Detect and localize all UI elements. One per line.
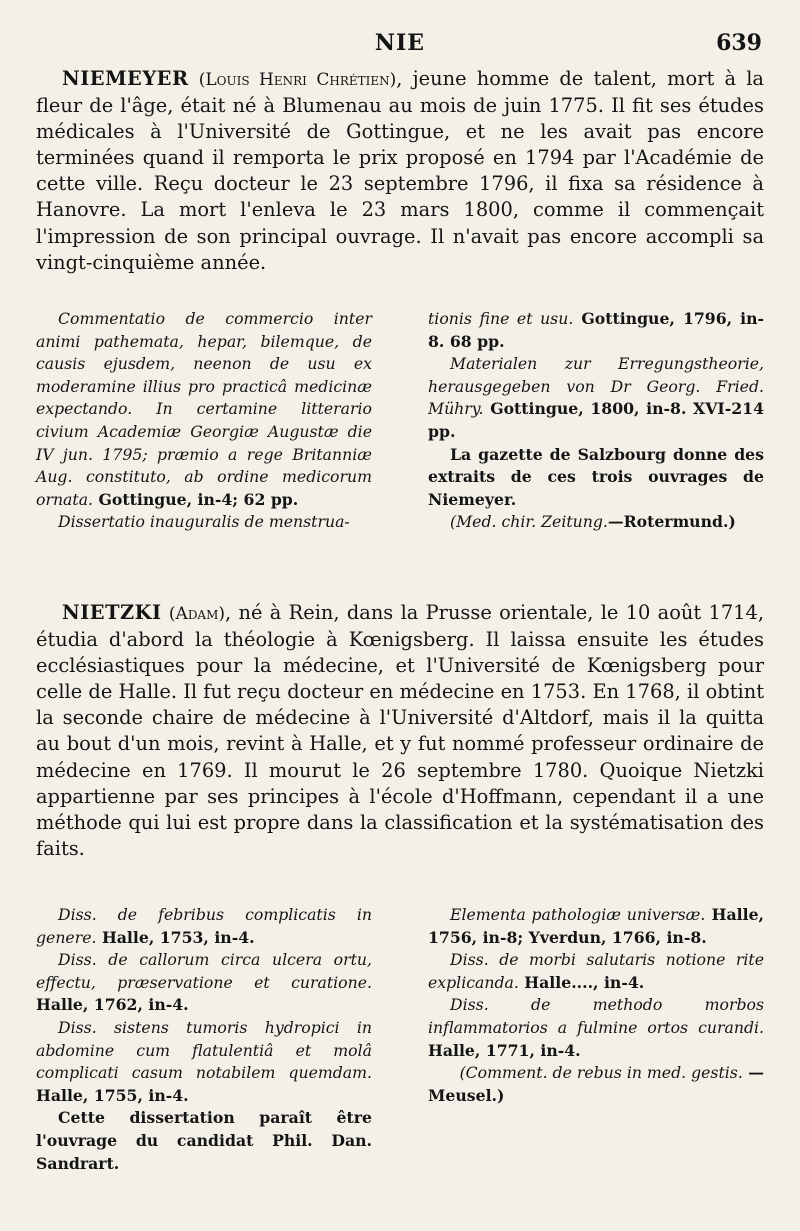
bibliography-item: Diss. de callorum circa ulcera ortu, effectu, præservatione et curatione. Halle, 1762, in-4.	[36, 950, 372, 1015]
bibliography-note: La gazette de Salzbourg donne des extraits de ces trois ouvrages de Niemeyer.	[428, 444, 764, 509]
entry-name: NIETZKI	[62, 601, 162, 624]
bibliography-item: Diss. de methodo morbos inflammatorios a fulmine ortos curandi. Halle, 1771, in-4.	[428, 995, 764, 1060]
bibliography-left-column	[36, 904, 372, 1175]
bibliography-item: tionis fine et usu. Gottingue, 1796, in-8. 68 pp.	[428, 309, 764, 351]
bibliography-item: Materialen zur Erregungstheorie, herausgegeben von Dr Georg. Fried. Mühry. Gottingue, 1800, in-8. XVI-214 pp.	[428, 354, 764, 441]
bibliography-source: (Med. chir. Zeitung.—Rotermund.)	[450, 512, 736, 532]
bibliography-item: Diss. de febribus complicatis in genere. Halle, 1753, in-4.	[36, 905, 372, 947]
entry-given-names: (Adam)	[168, 604, 226, 624]
bibliography-item: Diss. sistens tumoris hydropici in abdomine cum flatulentiâ et molâ complicati casum notabilem quemdam. Halle, 1755, in-4.	[36, 1017, 372, 1105]
bibliography-nietzki	[36, 904, 764, 1175]
entry-given-names: (Louis Henri Chrétien)	[198, 70, 397, 90]
bibliography-note: Cette dissertation paraît être l'ouvrage du candidat Phil. Dan. Sandrart.	[36, 1108, 372, 1173]
running-head	[38, 30, 762, 64]
entry-nietzki	[36, 600, 764, 862]
bibliography-item: Diss. de morbi salutaris notione rite explicanda. Halle...., in-4.	[428, 950, 764, 992]
page-number: 639	[716, 30, 762, 56]
bibliography-item: Elementa pathologiæ universæ. Halle, 1756, in-8; Yverdun, 1766, in-8.	[428, 905, 765, 947]
running-title: NIE	[374, 30, 426, 56]
bibliography-item: Commentatio de commercio inter animi pathemata, hepar, bilemque, de causis ejusdem, neenon de usu ex moderamine illius pro practicâ medicinæ expectando. In certamine litterario civium Academiæ Georgiæ Augustæ die IV jun. 1795; præmio a rege Britanniæ Aug. constituto, ab ordine medicorum ornata. Gottingue, in-4; 62 pp.	[36, 309, 372, 509]
entry-body: , né à Rein, dans la Prusse orientale, le 10 août 1714, étudia d'abord la théologie à Kœnigsberg. Il laissa ensuite les études ecclésiastiques pour la médecine, et l'Université de Kœnigsberg pour celle de Halle. Il fut reçu docteur en médecine en 1753. En 1768, il obtint la seconde chaire de médecine à l'Université d'Altdorf, mais il la quitta au bout d'un mois, revint à Halle, et y fut nommé professeur ordinaire de médecine en 1769. Il mourut le 26 septembre 1780. Quoique Nietzki appartienne par ses principes à l'école d'Hoffmann, cependant il a une méthode qui lui est propre dans la classification et la systématisation des faits.	[36, 601, 764, 860]
bibliography-left-column	[36, 308, 372, 534]
bibliography-item: Dissertatio inauguralis de menstrua-	[58, 512, 350, 532]
entry-name: NIEMEYER	[62, 67, 189, 90]
entry-body: , jeune homme de talent, mort à la fleur de l'âge, était né à Blumenau au mois de juin 1775. Il fit ses études médicales à l'Université de Gottingue, et ne les avait pas encore terminées quand il remporta le prix proposé en 1794 par l'Académie de cette ville. Reçu docteur le 23 septembre 1796, il fixa sa résidence à Hanovre. La mort l'enleva le 23 mars 1800, comme il commençait l'impression de son principal ouvrage. Il n'avait pas encore accompli sa vingt-cinquième année.	[36, 67, 764, 274]
entry-niemeyer	[36, 66, 764, 276]
bibliography-niemeyer	[36, 308, 764, 534]
bibliography-right-column	[428, 308, 764, 534]
bibliography-source: (Comment. de rebus in med. gestis. — Meusel.)	[428, 1063, 764, 1105]
bibliography-right-column	[428, 904, 764, 1175]
